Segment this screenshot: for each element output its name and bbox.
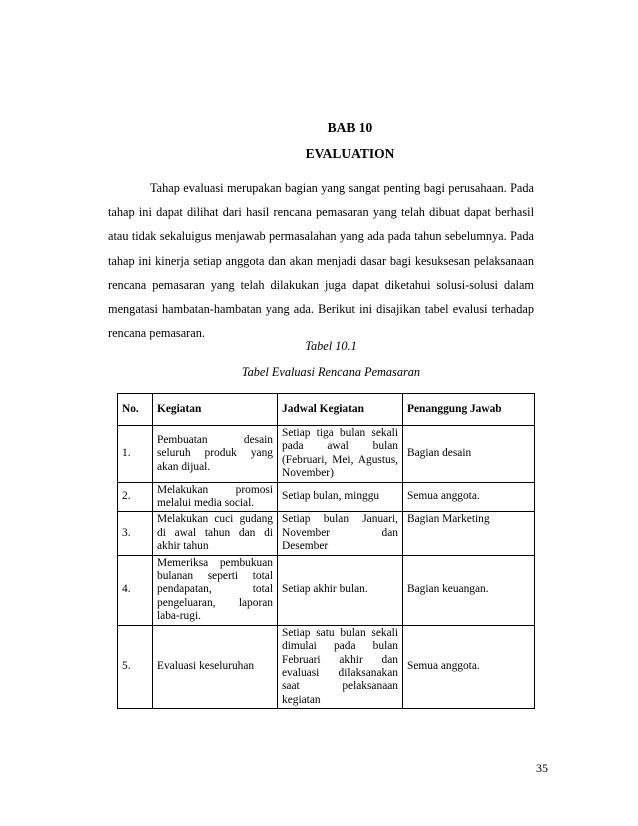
table-number: Tabel 10.1 [305,339,357,353]
cell-no: 4. [118,555,153,625]
table-row [118,555,535,625]
table-row [118,482,535,512]
cell-penanggung-jawab: Bagian desain [403,426,535,483]
table-row [118,426,535,483]
intro-paragraph [108,176,534,345]
table-header-row [118,394,535,426]
cell-no: 3. [118,512,153,555]
cell-no: 2. [118,482,153,512]
table-title: Tabel Evaluasi Rencana Pemasaran [241,365,421,379]
evaluation-table [117,393,535,709]
cell-kegiatan: Memeriksa pembukuan bulanan seperti total pendapatan, total pengeluaran, laporan laba-rugi. [153,555,278,625]
cell-jadwal: Setiap bulan Januari, November dan Desember [278,512,403,555]
cell-penanggung-jawab: Bagian Marketing [403,512,535,555]
table-row [118,512,535,555]
page-number: 35 [536,761,548,775]
table-row [118,625,535,708]
cell-kegiatan: Evaluasi keseluruhan [153,625,278,708]
cell-penanggung-jawab: Bagian keuangan. [403,555,535,625]
header-jadwal: Jadwal Kegiatan [278,394,403,426]
cell-jadwal: Setiap akhir bulan. [278,555,403,625]
cell-penanggung-jawab: Semua anggota. [403,625,535,708]
header-penanggung-jawab: Penanggung Jawab [403,394,535,426]
cell-kegiatan: Melakukan cuci gudang di awal tahun dan di akhir tahun [153,512,278,555]
cell-jadwal: Setiap bulan, minggu [278,482,403,512]
intro-paragraph-text: Tahap evaluasi merupakan bagian yang sangat penting bagi perusahaan. Pada tahap ini dapat dilihat dari hasil rencana pemasaran yang telah dibuat dapat berhasil atau tidak sekaluigus menjawab permasalahan yang ada pada tahun sebelumnya. Pada tahap ini kinerja setiap anggota dan akan menjadi dasar bagi kesuksesan pelaksanaan rencana pemasaran yang telah dilakukan juga dapat diketahui solusi-solusi dalam mengatasi hambatan-hambatan yang ada. Berikut ini disajikan tabel evalusi terhadap rencana pemasaran. [108,181,534,341]
chapter-title: EVALUATION [305,146,395,161]
cell-jadwal: Setiap tiga bulan sekali pada awal bulan (Februari, Mei, Agustus, November) [278,426,403,483]
header-kegiatan: Kegiatan [153,394,278,426]
cell-kegiatan: Pembuatan desain seluruh produk yang akan dijual. [153,426,278,483]
cell-penanggung-jawab: Semua anggota. [403,482,535,512]
header-no: No. [118,394,153,426]
cell-jadwal: Setiap satu bulan sekali dimulai pada bulan Februari akhir dan evaluasi dilaksanakan saat pelaksanaan kegiatan [278,625,403,708]
cell-no: 5. [118,625,153,708]
chapter-number: BAB 10 [327,120,373,135]
cell-no: 1. [118,426,153,483]
cell-kegiatan: Melakukan promosi melalui media social. [153,482,278,512]
